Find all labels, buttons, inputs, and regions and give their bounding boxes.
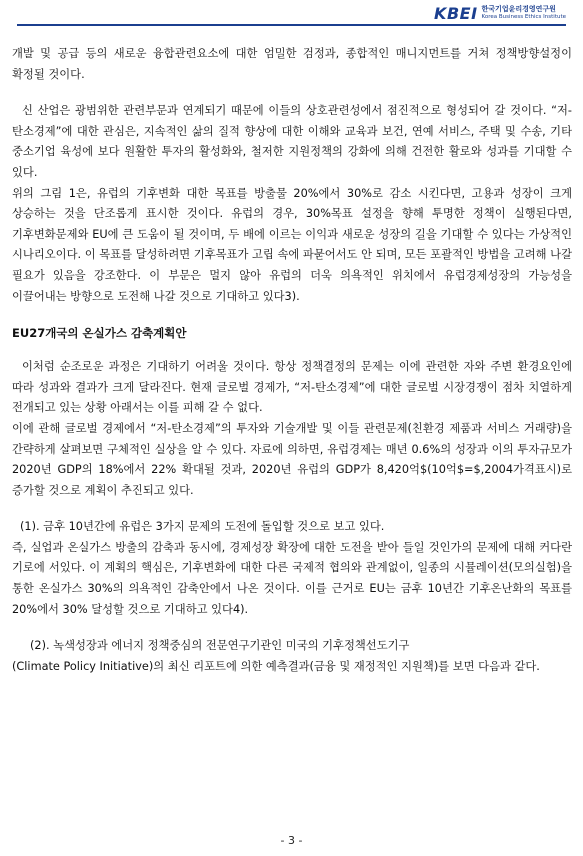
document-body bbox=[12, 44, 572, 677]
paragraph-6: (1). 금후 10년간에 유럽은 3가지 문제의 도전에 돌입할 것으로 보고 있다. bbox=[20, 520, 385, 534]
logo-english-name: Korea Business Ethics Institute bbox=[481, 14, 566, 20]
header-divider bbox=[17, 24, 566, 26]
paragraph-7: 즉, 실업과 온실가스 방출의 감축과 동시에, 경제성장 확장에 대한 도전을 받아 들일 것인가의 문제에 대해 커다란 기로에 서있다. 이 계획의 핵심은, 기후변화에 대한 다른 국제적 협의와 관계없이, 일종의 시뮬레이션(모의실험)을 통한 온실가스 30%의 의욕적인 감축안에서 나온 것이다. 이를 근거로 EU는 금후 10년간 기후온난화의 목표를 20%에서 30% 달성할 것으로 기대하고 있다4). bbox=[12, 540, 572, 616]
paragraph-3: 위의 그림 1은, 유럽의 기후변화 대한 목표를 방출물 20%에서 30%로 감소 시킨다면, 고용과 성장이 크게 상승하는 것을 단조롭게 표시한 것이다. 유럽의 경우, 30%목표 설정을 향해 투명한 정책이 실행된다면, 기후변화문제와 EU에 큰 도움이 될 것이며, 두 배에 이르는 이익과 새로운 성장의 길을 기대할 수 있다는 가상적인 시나리오이다. 이 목표를 달성하려면 기후목표가 고립 속에 파묻어서도 안 되며, 모든 포괄적인 방법을 고려해 나갈 필요가 있음을 강조한다. 이 부문은 멀지 않아 유럽의 더욱 의욕적인 위치에서 유럽경제성장의 가능성을 이끌어내는 방향으로 도전해 나갈 것으로 기대하고 있다3). bbox=[12, 186, 572, 303]
logo-text bbox=[482, 5, 566, 21]
logo-mark: KBEI bbox=[434, 4, 478, 23]
section-heading: EU27개국의 온실가스 감축계획안 bbox=[12, 326, 187, 341]
page-number: - 3 - bbox=[280, 834, 303, 847]
paragraph-2: 신 산업은 광범위한 관련부문과 연계되기 때문에 이들의 상호관련성에서 점진적으로 형성되어 갈 것이다. “저-탄소경제”에 대한 관심은, 지속적인 삶의 질적 향상에 대한 이해와 교육과 보건, 연예 서비스, 주택 및 수송, 기타 중소기업 육성에 보다 원활한 투자의 활성화와, 철저한 지원정책의 강화에 의해 건전한 활로와 성과를 기대할 수 있다. bbox=[12, 104, 572, 179]
paragraph-8: (2). 녹색성장과 에너지 정책중심의 전문연구기관인 미국의 기후정책선도기구 bbox=[30, 639, 410, 653]
logo-korean-name: 한국기업윤리경영연구원 bbox=[481, 5, 556, 13]
paragraph-5: 이에 관해 글로벌 경제에서 “저-탄소경제”의 투자와 기술개발 및 이들 관련문제(친환경 제품과 서비스 거래량)을 간략하게 살펴보면 구체적인 실상을 알 수 있다. 자료에 의하면, 유럽경제는 매년 0.6%의 성장과 이의 투자규모가 2020년 GDP의 18%에서 22% 확대될 것과, 2020년 유럽의 GDP가 8,420억$(10억$=$,2004가격표시)로 증가할 것으로 계획이 추진되고 있다. bbox=[12, 421, 572, 497]
institute-logo bbox=[434, 5, 566, 22]
paragraph-4: 이처럼 순조로운 과정은 기대하기 어려울 것이다. 항상 정책결정의 문제는 이에 관련한 자와 주변 환경요인에 따라 성과와 결과가 크게 달라진다. 현재 글로벌 경제가, “저-탄소경제”에 대한 글로벌 시장경쟁이 점차 치열하게 전개되고 있는 상황 아래서는 이를 피해 갈 수 없다. bbox=[12, 360, 572, 415]
page-header bbox=[0, 0, 583, 30]
paragraph-9: (Climate Policy Initiative)의 최신 리포트에 의한 예측결과(금융 및 재정적인 지원책)를 보면 다음과 같다. bbox=[12, 659, 540, 673]
paragraph-1: 개발 및 공급 등의 새로운 융합관련요소에 대한 엄밀한 검정과, 종합적인 매니지먼트를 거쳐 정책방향설정이 확정될 것이다. bbox=[12, 47, 572, 81]
